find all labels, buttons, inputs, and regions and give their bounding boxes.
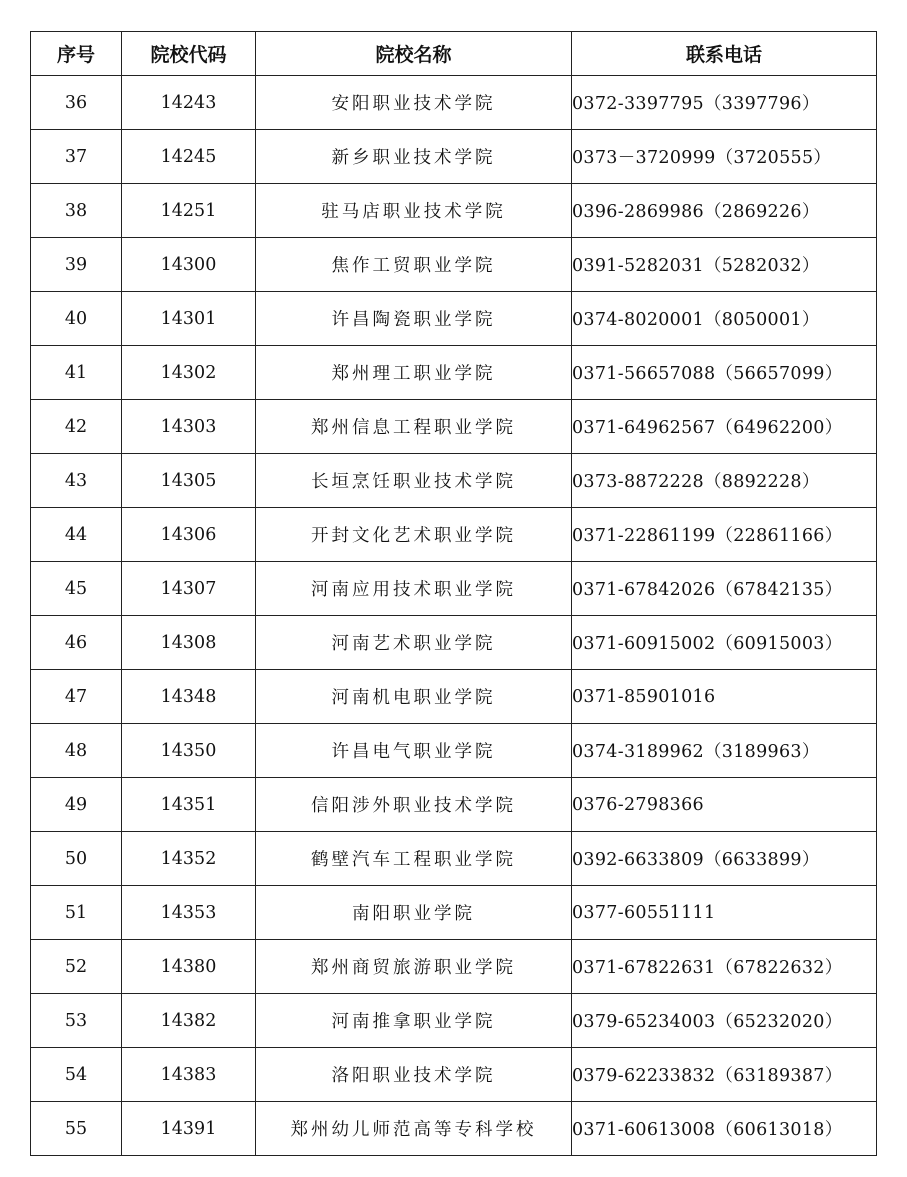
cell-contact-phone: 0392-6633809（6633899） bbox=[572, 832, 877, 886]
cell-contact-phone: 0371-85901016 bbox=[572, 670, 877, 724]
table-row bbox=[31, 454, 877, 508]
cell-school-code: 14300 bbox=[122, 238, 256, 292]
cell-school-name: 郑州商贸旅游职业学院 bbox=[256, 940, 572, 994]
table-row bbox=[31, 292, 877, 346]
cell-school-name: 郑州信息工程职业学院 bbox=[256, 400, 572, 454]
table-row bbox=[31, 76, 877, 130]
cell-school-code: 14301 bbox=[122, 292, 256, 346]
cell-serial-number: 53 bbox=[31, 994, 122, 1048]
cell-serial-number: 37 bbox=[31, 130, 122, 184]
cell-serial-number: 54 bbox=[31, 1048, 122, 1102]
table-row bbox=[31, 238, 877, 292]
table-row bbox=[31, 184, 877, 238]
cell-school-code: 14348 bbox=[122, 670, 256, 724]
cell-serial-number: 38 bbox=[31, 184, 122, 238]
cell-school-code: 14391 bbox=[122, 1102, 256, 1156]
cell-school-code: 14353 bbox=[122, 886, 256, 940]
table-row bbox=[31, 778, 877, 832]
cell-school-code: 14303 bbox=[122, 400, 256, 454]
cell-contact-phone: 0391-5282031（5282032） bbox=[572, 238, 877, 292]
header-school-name: 院校名称 bbox=[256, 32, 572, 76]
cell-serial-number: 48 bbox=[31, 724, 122, 778]
table-row bbox=[31, 616, 877, 670]
cell-school-code: 14243 bbox=[122, 76, 256, 130]
cell-school-code: 14350 bbox=[122, 724, 256, 778]
table-row bbox=[31, 1102, 877, 1156]
cell-serial-number: 36 bbox=[31, 76, 122, 130]
table-row bbox=[31, 724, 877, 778]
cell-contact-phone: 0371-60613008（60613018） bbox=[572, 1102, 877, 1156]
cell-serial-number: 46 bbox=[31, 616, 122, 670]
cell-school-code: 14307 bbox=[122, 562, 256, 616]
cell-school-name: 长垣烹饪职业技术学院 bbox=[256, 454, 572, 508]
cell-school-name: 信阳涉外职业技术学院 bbox=[256, 778, 572, 832]
cell-school-name: 河南推拿职业学院 bbox=[256, 994, 572, 1048]
cell-school-code: 14351 bbox=[122, 778, 256, 832]
cell-contact-phone: 0371-22861199（22861166） bbox=[572, 508, 877, 562]
cell-serial-number: 51 bbox=[31, 886, 122, 940]
cell-school-name: 许昌陶瓷职业学院 bbox=[256, 292, 572, 346]
table-header bbox=[31, 32, 877, 76]
table-row bbox=[31, 346, 877, 400]
cell-contact-phone: 0371-67842026（67842135） bbox=[572, 562, 877, 616]
cell-contact-phone: 0371-56657088（56657099） bbox=[572, 346, 877, 400]
table-row bbox=[31, 1048, 877, 1102]
cell-school-name: 河南应用技术职业学院 bbox=[256, 562, 572, 616]
cell-school-name: 河南机电职业学院 bbox=[256, 670, 572, 724]
cell-school-name: 洛阳职业技术学院 bbox=[256, 1048, 572, 1102]
cell-school-name: 安阳职业技术学院 bbox=[256, 76, 572, 130]
cell-contact-phone: 0372-3397795（3397796） bbox=[572, 76, 877, 130]
cell-school-name: 许昌电气职业学院 bbox=[256, 724, 572, 778]
header-contact-phone: 联系电话 bbox=[572, 32, 877, 76]
table-body bbox=[31, 76, 877, 1156]
cell-school-code: 14308 bbox=[122, 616, 256, 670]
cell-school-code: 14302 bbox=[122, 346, 256, 400]
cell-contact-phone: 0374-3189962（3189963） bbox=[572, 724, 877, 778]
cell-serial-number: 39 bbox=[31, 238, 122, 292]
cell-serial-number: 45 bbox=[31, 562, 122, 616]
table-row bbox=[31, 130, 877, 184]
cell-contact-phone: 0373-8872228（8892228） bbox=[572, 454, 877, 508]
table-row bbox=[31, 832, 877, 886]
cell-school-code: 14251 bbox=[122, 184, 256, 238]
cell-contact-phone: 0396-2869986（2869226） bbox=[572, 184, 877, 238]
cell-contact-phone: 0371-67822631（67822632） bbox=[572, 940, 877, 994]
cell-school-code: 14380 bbox=[122, 940, 256, 994]
cell-school-code: 14383 bbox=[122, 1048, 256, 1102]
cell-school-code: 14305 bbox=[122, 454, 256, 508]
cell-serial-number: 55 bbox=[31, 1102, 122, 1156]
cell-school-name: 新乡职业技术学院 bbox=[256, 130, 572, 184]
cell-school-name: 鹤壁汽车工程职业学院 bbox=[256, 832, 572, 886]
table-row bbox=[31, 562, 877, 616]
cell-serial-number: 42 bbox=[31, 400, 122, 454]
cell-contact-phone: 0377-60551111 bbox=[572, 886, 877, 940]
table-row bbox=[31, 886, 877, 940]
cell-school-name: 驻马店职业技术学院 bbox=[256, 184, 572, 238]
cell-contact-phone: 0379-62233832（63189387） bbox=[572, 1048, 877, 1102]
cell-school-name: 焦作工贸职业学院 bbox=[256, 238, 572, 292]
cell-contact-phone: 0374-8020001（8050001） bbox=[572, 292, 877, 346]
table-row bbox=[31, 994, 877, 1048]
cell-school-name: 南阳职业学院 bbox=[256, 886, 572, 940]
header-serial-number: 序号 bbox=[31, 32, 122, 76]
cell-serial-number: 44 bbox=[31, 508, 122, 562]
cell-serial-number: 43 bbox=[31, 454, 122, 508]
header-school-code: 院校代码 bbox=[122, 32, 256, 76]
cell-contact-phone: 0379-65234003（65232020） bbox=[572, 994, 877, 1048]
school-contact-table bbox=[30, 31, 877, 1156]
cell-serial-number: 41 bbox=[31, 346, 122, 400]
cell-school-name: 郑州幼儿师范高等专科学校 bbox=[256, 1102, 572, 1156]
cell-serial-number: 52 bbox=[31, 940, 122, 994]
cell-school-name: 郑州理工职业学院 bbox=[256, 346, 572, 400]
cell-school-code: 14382 bbox=[122, 994, 256, 1048]
cell-serial-number: 47 bbox=[31, 670, 122, 724]
cell-school-code: 14352 bbox=[122, 832, 256, 886]
cell-contact-phone: 0373－3720999（3720555） bbox=[572, 130, 877, 184]
cell-serial-number: 50 bbox=[31, 832, 122, 886]
cell-serial-number: 40 bbox=[31, 292, 122, 346]
cell-contact-phone: 0371-60915002（60915003） bbox=[572, 616, 877, 670]
cell-contact-phone: 0376-2798366 bbox=[572, 778, 877, 832]
table-row bbox=[31, 670, 877, 724]
cell-contact-phone: 0371-64962567（64962200） bbox=[572, 400, 877, 454]
cell-school-name: 河南艺术职业学院 bbox=[256, 616, 572, 670]
table-row bbox=[31, 508, 877, 562]
header-row bbox=[31, 32, 877, 76]
cell-serial-number: 49 bbox=[31, 778, 122, 832]
cell-school-name: 开封文化艺术职业学院 bbox=[256, 508, 572, 562]
table-row bbox=[31, 400, 877, 454]
table-row bbox=[31, 940, 877, 994]
cell-school-code: 14306 bbox=[122, 508, 256, 562]
cell-school-code: 14245 bbox=[122, 130, 256, 184]
